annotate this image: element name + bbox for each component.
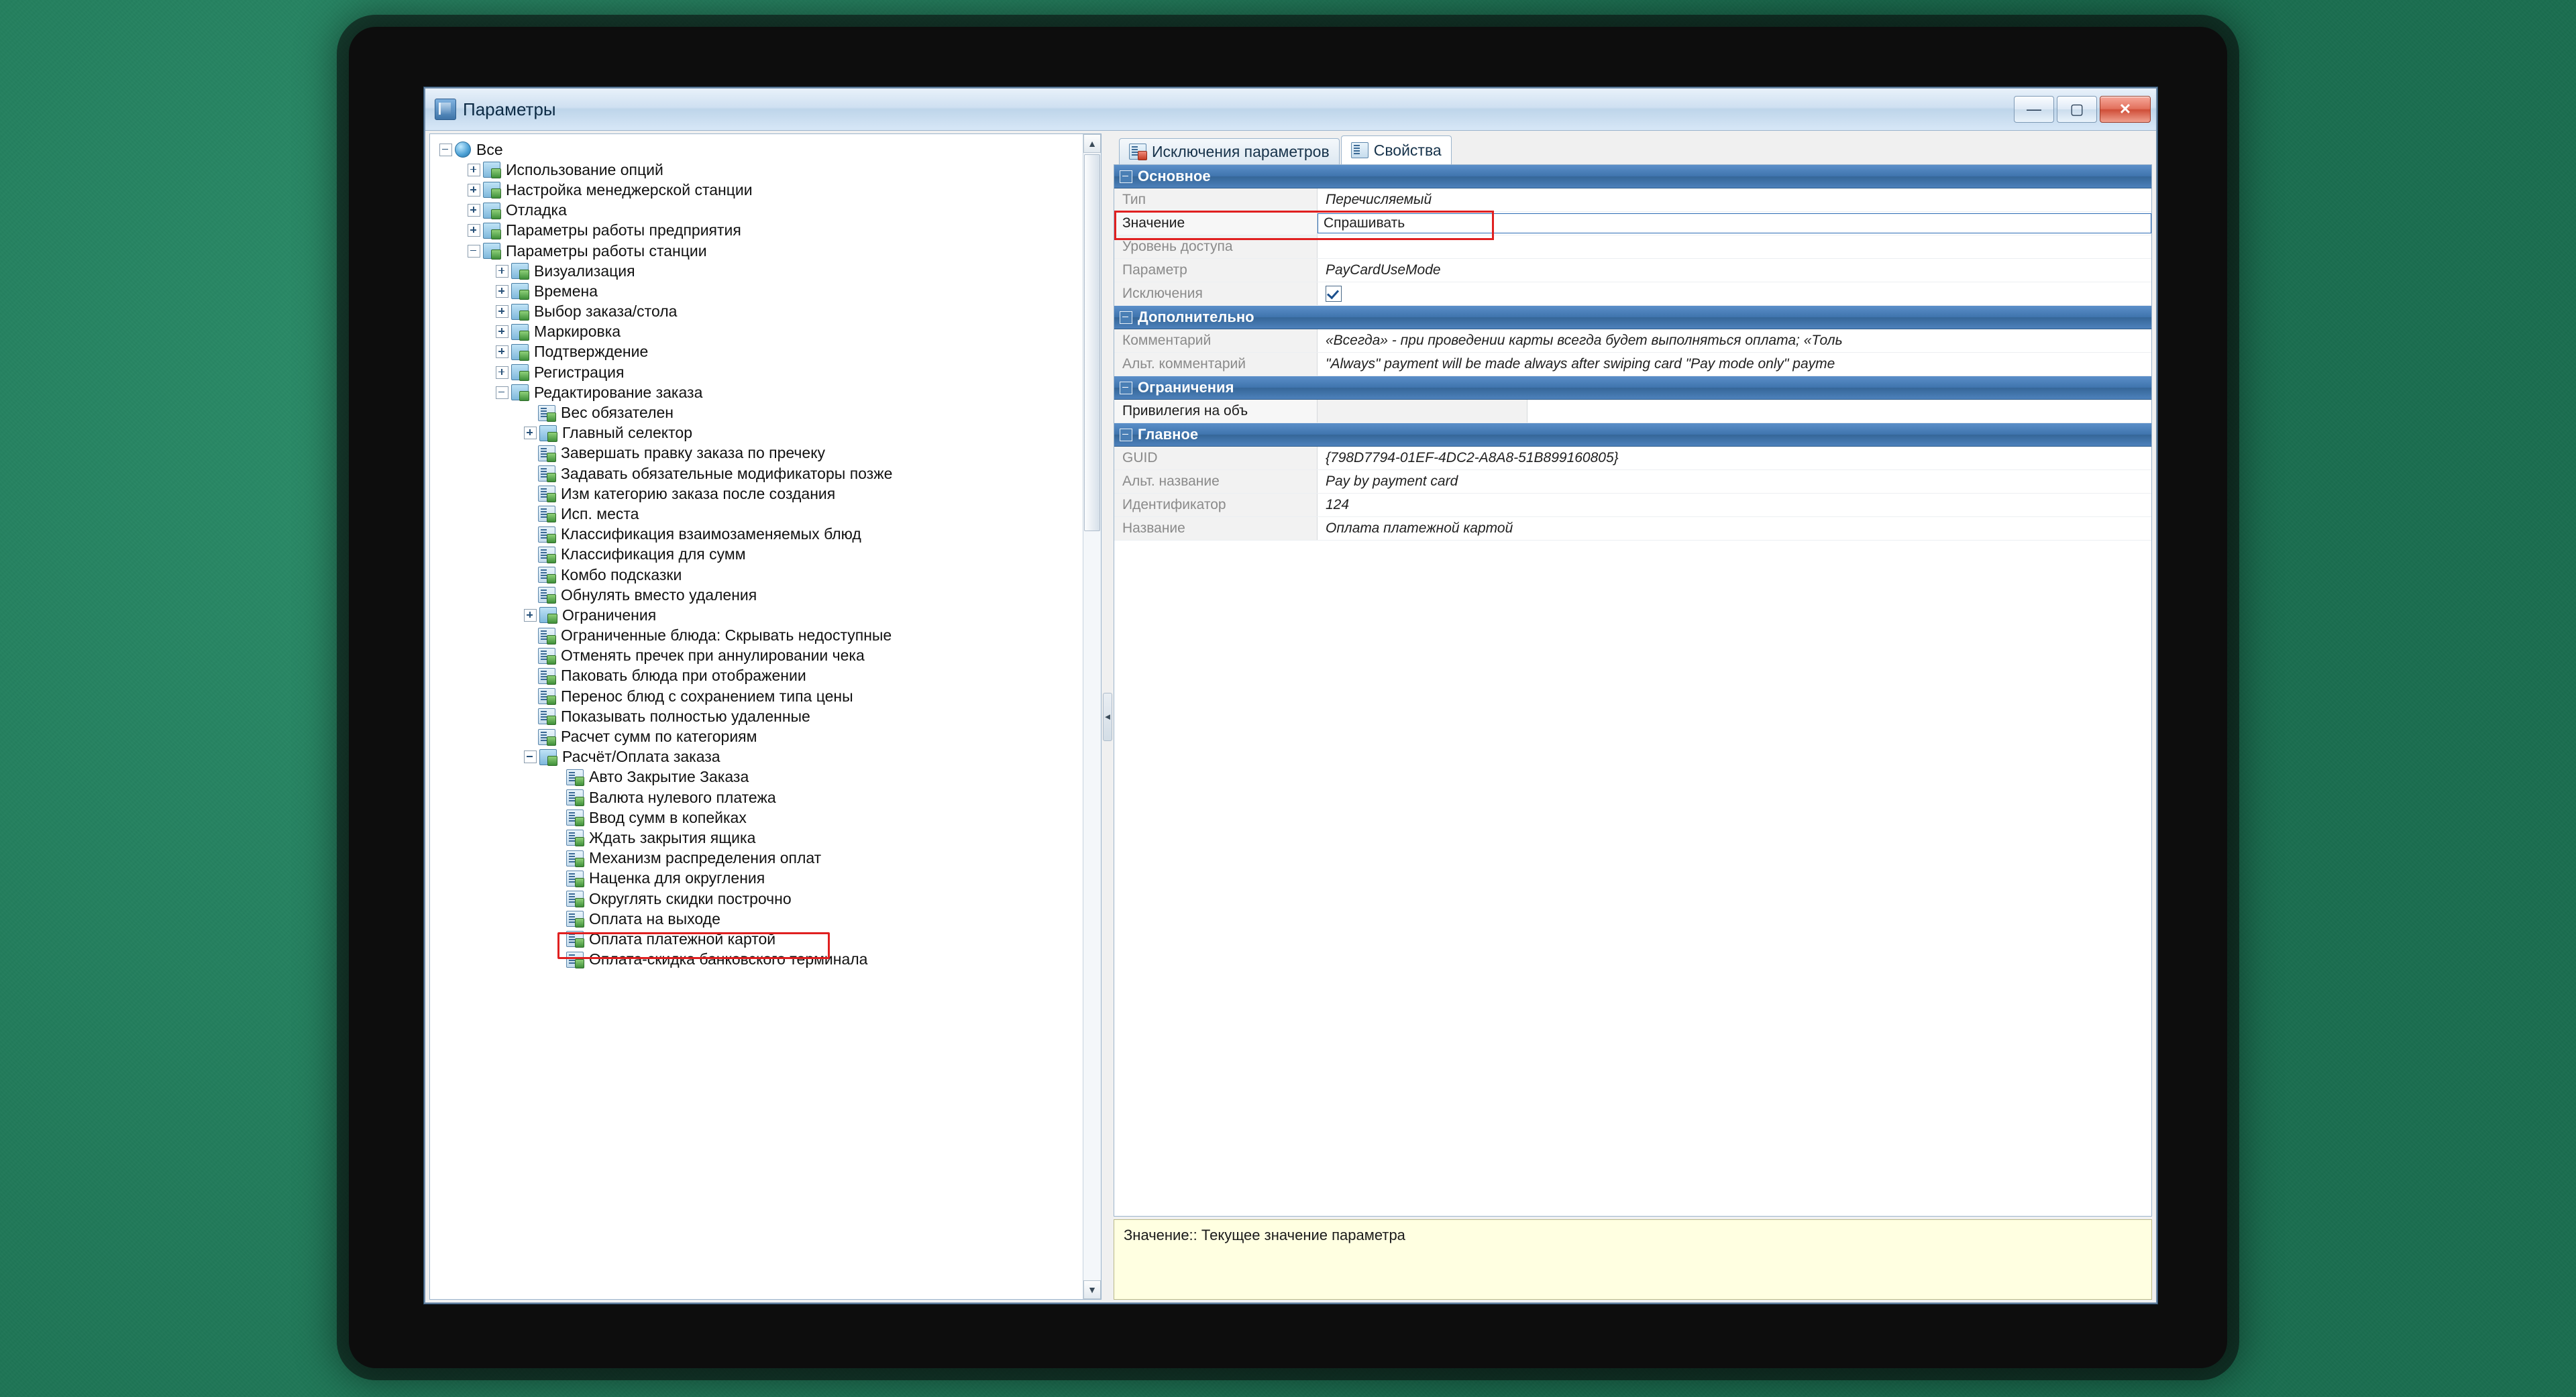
tree-node-label: Ограничения bbox=[562, 606, 657, 624]
scroll-down-button[interactable]: ▼ bbox=[1083, 1280, 1101, 1299]
tree-node-label: Редактирование заказа bbox=[534, 383, 703, 401]
parameter-icon bbox=[566, 789, 584, 805]
tree-node-label: Исп. места bbox=[561, 504, 639, 522]
tree-node-label: Ограниченные блюда: Скрывать недоступные bbox=[561, 626, 892, 645]
tree-node[interactable] bbox=[439, 201, 1083, 221]
tree-node-label: Главный селектор bbox=[562, 424, 692, 442]
tree-node-label: Механизм распределения оплат bbox=[589, 849, 822, 867]
parameter-icon bbox=[538, 445, 555, 461]
tab-properties[interactable] bbox=[1341, 135, 1452, 164]
parameter-icon bbox=[538, 405, 555, 421]
property-group-header[interactable] bbox=[1114, 306, 2151, 329]
expand-icon[interactable] bbox=[524, 609, 537, 622]
collapse-icon[interactable] bbox=[496, 386, 508, 399]
tree-node-label: Регистрация bbox=[534, 363, 625, 381]
folder-icon bbox=[483, 182, 500, 198]
tree-node[interactable] bbox=[439, 524, 1083, 545]
property-row[interactable] bbox=[1114, 259, 2151, 282]
parameter-icon bbox=[538, 465, 555, 482]
group-title: Ограничения bbox=[1138, 379, 1234, 396]
property-value bbox=[1318, 235, 2151, 258]
tree-node-label: Параметры работы станции bbox=[506, 241, 707, 260]
property-name: Исключения bbox=[1114, 282, 1318, 305]
properties-tabs[interactable] bbox=[1114, 133, 2152, 164]
tree-node[interactable] bbox=[439, 848, 1083, 869]
tree-node[interactable] bbox=[439, 484, 1083, 504]
property-name: Привилегия на объ bbox=[1114, 400, 1318, 423]
parameter-icon bbox=[538, 668, 555, 684]
parameter-icon bbox=[566, 871, 584, 887]
property-value: PayCardUseMode bbox=[1318, 259, 2151, 282]
tree-node-label: Отладка bbox=[506, 201, 567, 219]
window-body bbox=[425, 131, 2156, 1302]
folder-icon bbox=[511, 304, 529, 320]
property-name: Идентификатор bbox=[1114, 494, 1318, 516]
exceptions-icon bbox=[1129, 144, 1146, 160]
property-value-empty bbox=[1527, 400, 2151, 423]
globe-icon bbox=[455, 142, 471, 158]
property-name: Тип bbox=[1114, 188, 1318, 211]
properties-icon bbox=[1351, 142, 1368, 158]
parameter-icon bbox=[538, 567, 555, 583]
group-collapse-icon[interactable] bbox=[1120, 429, 1132, 441]
tree-node-label: Классификация взаимозаменяемых блюд bbox=[561, 525, 861, 543]
property-name: Уровень доступа bbox=[1114, 235, 1318, 258]
parameter-icon bbox=[538, 628, 555, 644]
property-group-header[interactable] bbox=[1114, 165, 2151, 188]
splitter-collapse-arrow[interactable]: ◄ bbox=[1103, 693, 1112, 741]
params-window-icon bbox=[435, 99, 456, 120]
tree-node[interactable] bbox=[439, 909, 1083, 929]
property-group-header[interactable] bbox=[1114, 376, 2151, 400]
property-row[interactable] bbox=[1114, 400, 2151, 423]
parameters-window bbox=[424, 87, 2157, 1304]
tree-node[interactable] bbox=[439, 322, 1083, 342]
tree-node-label: Завершать правку заказа по пречеку bbox=[561, 444, 826, 462]
tree-node[interactable] bbox=[439, 787, 1083, 807]
property-row[interactable] bbox=[1114, 235, 2151, 259]
property-row[interactable] bbox=[1114, 470, 2151, 494]
parameters-tree-pane bbox=[429, 133, 1102, 1300]
tree-node-label: Все bbox=[476, 140, 503, 158]
tree-node[interactable] bbox=[439, 402, 1083, 423]
parameter-icon bbox=[538, 547, 555, 563]
property-row[interactable] bbox=[1114, 212, 2151, 235]
tree-node[interactable] bbox=[439, 241, 1083, 261]
property-name: Комментарий bbox=[1114, 329, 1318, 352]
property-value: Оплата платежной картой bbox=[1318, 517, 2151, 540]
folder-icon bbox=[539, 607, 557, 623]
tree-node[interactable] bbox=[439, 504, 1083, 524]
folder-icon bbox=[483, 162, 500, 178]
expand-icon[interactable] bbox=[496, 305, 508, 318]
parameter-icon bbox=[566, 931, 584, 947]
exceptions-checkbox[interactable] bbox=[1326, 286, 1342, 302]
tree-node-label: Наценка для округления bbox=[589, 869, 765, 887]
property-row[interactable] bbox=[1114, 353, 2151, 376]
tree-node[interactable] bbox=[439, 605, 1083, 625]
tree-node[interactable] bbox=[439, 666, 1083, 686]
property-value: Pay by payment card bbox=[1318, 470, 2151, 493]
tree-node[interactable] bbox=[439, 261, 1083, 281]
property-name: GUID bbox=[1114, 447, 1318, 469]
tree-node[interactable] bbox=[439, 706, 1083, 726]
tree-node[interactable] bbox=[439, 686, 1083, 706]
parameter-icon bbox=[566, 952, 584, 968]
tree-node[interactable] bbox=[439, 950, 1083, 970]
tree-node-label: Использование опций bbox=[506, 160, 663, 178]
parameter-icon bbox=[566, 891, 584, 907]
tree-node-label: Параметры работы предприятия bbox=[506, 221, 741, 239]
tree-node[interactable] bbox=[439, 807, 1083, 828]
group-title: Основное bbox=[1138, 168, 1211, 184]
tree-node-label: Визуализация bbox=[534, 262, 635, 280]
tree-node-label: Ждать закрытия ящика bbox=[589, 828, 756, 846]
property-name: Альт. комментарий bbox=[1114, 353, 1318, 376]
tree-node-label: Ввод сумм в копейках bbox=[589, 808, 747, 826]
tree-node[interactable] bbox=[439, 889, 1083, 909]
folder-icon bbox=[511, 364, 529, 380]
properties-pane bbox=[1114, 133, 2152, 1300]
parameter-icon bbox=[538, 648, 555, 664]
parameter-icon bbox=[566, 911, 584, 927]
collapse-icon[interactable] bbox=[468, 245, 480, 258]
tree-node-label: Оплата-скидка банковского терминала bbox=[589, 950, 868, 968]
tree-node[interactable] bbox=[439, 281, 1083, 301]
property-value bbox=[1318, 282, 2151, 305]
expand-icon[interactable] bbox=[496, 345, 508, 358]
tree-node-label: Перенос блюд с сохранением типа цены bbox=[561, 687, 853, 705]
property-row[interactable] bbox=[1114, 447, 2151, 470]
tree-node[interactable] bbox=[439, 221, 1083, 241]
tree-node[interactable] bbox=[439, 382, 1083, 402]
collapse-icon[interactable] bbox=[439, 144, 452, 156]
group-collapse-icon[interactable] bbox=[1120, 170, 1132, 183]
close-button[interactable]: ✕ bbox=[2100, 96, 2151, 123]
window-title: Параметры bbox=[463, 99, 556, 119]
parameter-icon bbox=[538, 526, 555, 543]
tree-node-label: Оплата платежной картой bbox=[589, 930, 776, 948]
parameter-icon bbox=[538, 708, 555, 724]
minimize-button[interactable]: — bbox=[2014, 96, 2054, 123]
tree-node-label: Валюта нулевого платежа bbox=[589, 788, 776, 806]
tree-node-label: Комбо подсказки bbox=[561, 565, 682, 583]
property-value bbox=[1318, 400, 1527, 423]
group-collapse-icon[interactable] bbox=[1120, 311, 1132, 324]
group-collapse-icon[interactable] bbox=[1120, 382, 1132, 394]
parameter-icon bbox=[538, 506, 555, 522]
tree-node[interactable] bbox=[439, 646, 1083, 666]
hint-panel bbox=[1114, 1219, 2152, 1300]
tree-node[interactable] bbox=[439, 423, 1083, 443]
property-row[interactable] bbox=[1114, 494, 2151, 517]
tab-label: Исключения параметров bbox=[1152, 142, 1330, 160]
tree-node[interactable] bbox=[439, 342, 1083, 362]
tree-node-label: Классификация для сумм bbox=[561, 545, 746, 563]
group-title: Главное bbox=[1138, 426, 1199, 443]
tree-node[interactable] bbox=[439, 545, 1083, 565]
window-controls bbox=[2014, 96, 2151, 123]
expand-icon[interactable] bbox=[496, 325, 508, 338]
tree-node[interactable] bbox=[439, 747, 1083, 767]
tree-scrollbar[interactable] bbox=[1083, 134, 1101, 1299]
parameter-icon bbox=[566, 809, 584, 826]
tree-node-label: Оплата на выходе bbox=[589, 909, 720, 928]
tree-node-label: Подтверждение bbox=[534, 343, 649, 361]
tree-node[interactable] bbox=[439, 443, 1083, 463]
pane-splitter[interactable] bbox=[1102, 133, 1114, 1300]
tree-node-label: Времена bbox=[534, 282, 598, 300]
property-name: Альт. название bbox=[1114, 470, 1318, 493]
tree-node-label: Изм категорию заказа после создания bbox=[561, 484, 836, 502]
tree-node[interactable] bbox=[439, 139, 1083, 160]
tree-node[interactable] bbox=[439, 828, 1083, 848]
tab-label: Свойства bbox=[1373, 141, 1442, 159]
property-value: "Always" payment will be made always after swiping card "Pay mode only" payme bbox=[1318, 353, 2151, 376]
tree-node-label: Расчет сумм по категориям bbox=[561, 728, 757, 746]
folder-icon bbox=[511, 263, 529, 279]
tree-node[interactable] bbox=[439, 463, 1083, 484]
folder-icon bbox=[511, 344, 529, 360]
tree-node-label: Вес обязателен bbox=[561, 404, 674, 422]
scroll-track[interactable] bbox=[1083, 153, 1101, 1280]
scroll-up-button[interactable]: ▲ bbox=[1083, 134, 1101, 153]
property-row[interactable] bbox=[1114, 329, 2151, 353]
expand-icon[interactable] bbox=[496, 285, 508, 298]
property-value: Перечисляемый bbox=[1318, 188, 2151, 211]
tree-node[interactable] bbox=[439, 180, 1083, 200]
expand-icon[interactable] bbox=[496, 265, 508, 278]
property-value: {798D7794-01EF-4DC2-A8A8-51B899160805} bbox=[1318, 447, 2151, 469]
tree-node[interactable] bbox=[439, 585, 1083, 605]
parameter-icon bbox=[566, 830, 584, 846]
tree-node-label: Авто Закрытие Заказа bbox=[589, 768, 749, 786]
expand-icon[interactable] bbox=[468, 204, 480, 217]
parameters-tree[interactable] bbox=[430, 134, 1083, 1299]
tree-node[interactable] bbox=[439, 302, 1083, 322]
property-row[interactable] bbox=[1114, 188, 2151, 212]
properties-grid[interactable] bbox=[1114, 164, 2152, 1217]
collapse-icon[interactable] bbox=[524, 750, 537, 763]
parameter-icon bbox=[538, 688, 555, 704]
property-value: 124 bbox=[1318, 494, 2151, 516]
tree-node[interactable] bbox=[439, 160, 1083, 180]
tree-node-label: Расчёт/Оплата заказа bbox=[562, 748, 720, 766]
tree-node-label: Настройка менеджерской станции bbox=[506, 180, 753, 199]
parameter-icon bbox=[566, 769, 584, 785]
tree-node-label: Показывать полностью удаленные bbox=[561, 707, 810, 725]
property-name: Параметр bbox=[1114, 259, 1318, 282]
expand-icon[interactable] bbox=[468, 184, 480, 197]
expand-icon[interactable] bbox=[468, 224, 480, 237]
tree-node-label: Маркировка bbox=[534, 323, 621, 341]
property-row[interactable] bbox=[1114, 282, 2151, 306]
property-name: Значение bbox=[1114, 212, 1318, 235]
tree-node[interactable] bbox=[439, 869, 1083, 889]
tree-node[interactable] bbox=[439, 626, 1083, 646]
folder-icon bbox=[511, 324, 529, 340]
property-value: «Всегда» - при проведении карты всегда будет выполняться оплата; «Толь bbox=[1318, 329, 2151, 352]
parameter-icon bbox=[566, 850, 584, 867]
maximize-button[interactable]: ▢ bbox=[2057, 96, 2097, 123]
tree-node[interactable] bbox=[439, 726, 1083, 746]
tree-node-label: Выбор заказа/стола bbox=[534, 302, 678, 321]
parameter-icon bbox=[538, 486, 555, 502]
expand-icon[interactable] bbox=[524, 427, 537, 439]
tree-node-label: Отменять пречек при аннулировании чека bbox=[561, 647, 865, 665]
tree-node-label: Округлять скидки построчно bbox=[589, 889, 792, 907]
parameter-icon bbox=[538, 729, 555, 745]
tree-node-label: Задавать обязательные модификаторы позже bbox=[561, 464, 893, 482]
expand-icon[interactable] bbox=[468, 164, 480, 176]
folder-icon bbox=[539, 425, 557, 441]
folder-icon bbox=[483, 203, 500, 219]
window-title-bar bbox=[425, 89, 2156, 131]
tree-node[interactable] bbox=[439, 362, 1083, 382]
tab-exceptions[interactable] bbox=[1119, 138, 1340, 164]
tree-node-label: Паковать блюда при отображении bbox=[561, 667, 806, 685]
folder-icon bbox=[483, 223, 500, 239]
folder-icon bbox=[483, 243, 500, 259]
folder-icon bbox=[539, 749, 557, 765]
property-row[interactable] bbox=[1114, 517, 2151, 541]
expand-icon[interactable] bbox=[496, 366, 508, 379]
tree-node-selected[interactable] bbox=[439, 929, 1083, 949]
tree-node[interactable] bbox=[439, 565, 1083, 585]
scroll-thumb[interactable] bbox=[1084, 154, 1100, 531]
folder-icon bbox=[511, 384, 529, 400]
property-group-header[interactable] bbox=[1114, 423, 2151, 447]
folder-icon bbox=[511, 283, 529, 299]
tree-node-label: Обнулять вместо удаления bbox=[561, 585, 757, 604]
parameter-icon bbox=[538, 587, 555, 603]
tree-node[interactable] bbox=[439, 767, 1083, 787]
group-title: Дополнительно bbox=[1138, 309, 1254, 325]
property-name: Название bbox=[1114, 517, 1318, 540]
property-value-input[interactable]: Спрашивать bbox=[1318, 213, 2151, 233]
hint-text: Значение:: Текущее значение параметра bbox=[1124, 1227, 1405, 1243]
